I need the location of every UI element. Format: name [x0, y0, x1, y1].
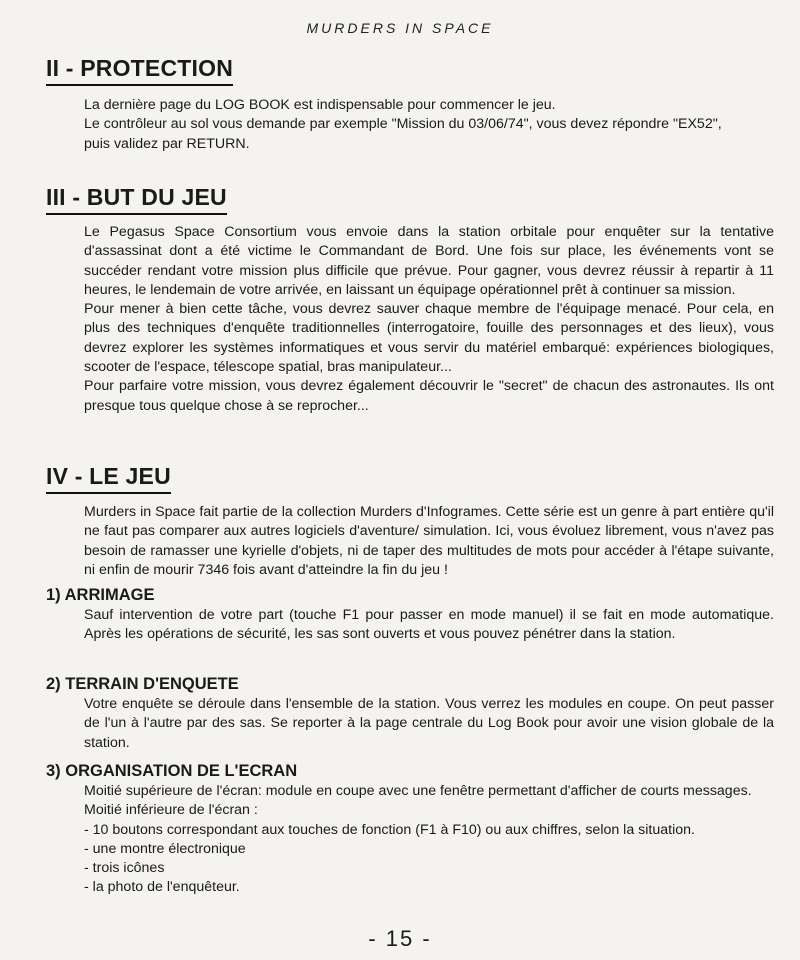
paragraph: Pour parfaire votre mission, vous devrez également découvrir le "secret" de chacun des astronautes. Ils ont presque tous quelque chose à se reprocher... [84, 378, 774, 414]
paragraph: Votre enquête se déroule dans l'ensemble de la station. Vous verrez les modules en coupe. On peut passer de l'un à l'autre par des sas. Se reporter à la page centrale du Log Book pour avoir une vision globale de la station. [84, 696, 774, 751]
terrain-text [84, 695, 774, 753]
paragraph: Moitié supérieure de l'écran: module en coupe avec une fenêtre permettant d'afficher de courts messages. [84, 783, 752, 799]
paragraph: Murders in Space fait partie de la collection Murders d'Infogrames. Cette série est un genre à part entière qu'il ne faut pas comparer aux autres logiciels d'aventure/ simulation. Ici, vous évoluez librement, vous n'avez pas besoin de ramasser une kyrielle d'objets, ni de taper des multitudes de mots pour accéder à l'étape suivante, ni enfin de mourir 7346 fois avant d'atteindre la fin du jeu ! [84, 504, 774, 578]
but-text [84, 223, 774, 416]
protection-line: puis validez par RETURN. [84, 135, 250, 152]
list-item: - la photo de l'enquêteur. [84, 879, 240, 896]
subsection-title-arrimage: 1) ARRIMAGE [46, 586, 155, 604]
protection-line: Le contrôleur au sol vous demande par exemple "Mission du 03/06/74", vous devez répondre "EX52", [84, 116, 722, 133]
running-head: MURDERS IN SPACE [306, 20, 494, 36]
section-title-protection: II - PROTECTION [46, 54, 233, 86]
subsection-title-terrain: 2) TERRAIN D'ENQUETE [46, 675, 239, 693]
list-item: - une montre électronique [84, 840, 246, 857]
section-title-but-du-jeu: III - BUT DU JEU [46, 183, 227, 215]
arrimage-text [84, 606, 774, 645]
paragraph: Sauf intervention de votre part (touche F1 pour passer en mode manuel) il se fait en mode automatique. Après les opérations de sécurité, les sas sont ouverts et vous pouvez pénétrer dans la station. [84, 607, 774, 643]
jeu-intro [84, 503, 774, 580]
list-item: - trois icônes [84, 860, 165, 877]
paragraph: Pour mener à bien cette tâche, vous devrez sauver chaque membre de l'équipage menacé. Pour cela, en plus des techniques d'enquête traditionnelles (interrogatoire, fouille des personnages et des lieux), vous devrez explorer les systèmes informatiques et vous servir du matériel embarqué: expériences biologiques, scooter de l'espace, télescope spatial, bras manipulateur... [84, 301, 774, 376]
paragraph: Le Pegasus Space Consortium vous envoie dans la station orbitale pour enquêter sur la tentative d'assassinat dont a été victime le Commandant de Bord. Une fois sur place, les événements vont se succéder rendant votre mission plus difficile que prévue. Pour gagner, vous devrez réussir à repartir à 11 heures, le lendemain de votre arrivée, en laissant un équipage opérationnel prêt à continuer sa mission. [84, 224, 774, 298]
protection-text [84, 96, 774, 154]
organisation-text [84, 782, 774, 898]
list-item: - 10 boutons correspondant aux touches de fonction (F1 à F10) ou aux chiffres, selon la situation. [84, 821, 695, 838]
section-title-le-jeu: IV - LE JEU [46, 462, 171, 494]
paragraph: Moitié inférieure de l'écran : [84, 802, 258, 819]
page-number: - 15 - [368, 926, 432, 951]
protection-line: La dernière page du LOG BOOK est indispensable pour commencer le jeu. [84, 97, 556, 113]
subsection-title-organisation: 3) ORGANISATION DE L'ECRAN [46, 762, 298, 780]
screen-elements-list [84, 821, 774, 898]
